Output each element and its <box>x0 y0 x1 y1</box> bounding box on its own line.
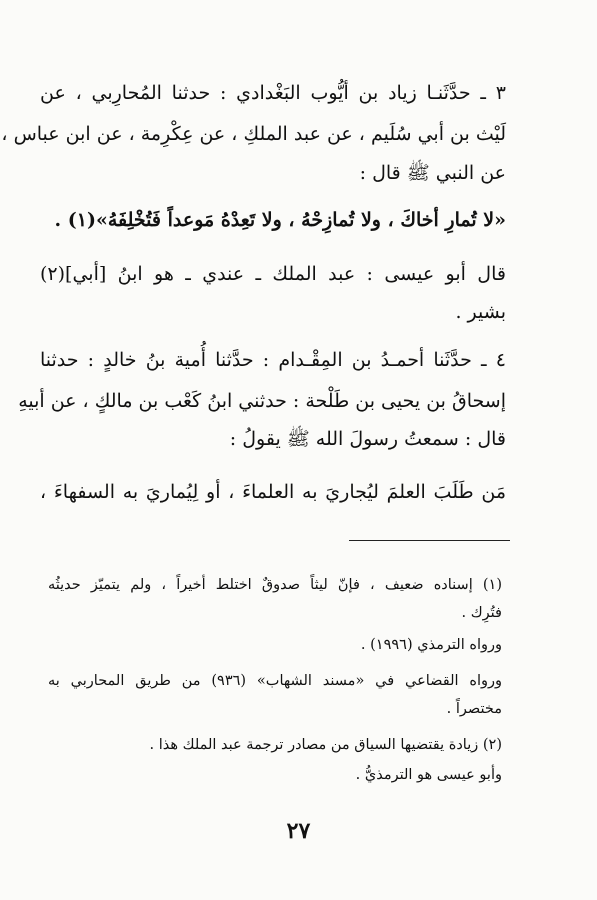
footnote-2-line-1: (٢) زيادة يقتضيها السياق من مصادر ترجمة عبد الملك هذا . <box>149 737 502 753</box>
page-number: ٢٧ <box>286 818 311 844</box>
hadith-3-isnad-line-2: لَيْث بن أبي سُلَيم ، عن عبد الملكِ ، عن عِكْرِمة ، عن ابن عباس ، <box>1 123 506 145</box>
footnote-1-qudai-line-2: مختصراً . <box>446 701 502 717</box>
hadith-4-isnad-line-2: إسحاقُ بن يحيى بن طَلْحة : حدثني ابنُ كَعْب بن مالكٍ ، عن أبيهِ <box>18 390 506 412</box>
footnote-separator <box>349 540 510 541</box>
abu-isa-comment-line-2: بشير . <box>455 301 506 323</box>
hadith-3-isnad-line-3: عن النبي ﷺ قال : <box>359 162 506 184</box>
footnote-1-line-2: فتُرِك . <box>461 605 502 621</box>
hadith-4-isnad-line-1: ٤ ـ حدَّثَنا أحمـدُ بن المِقْـدام : حدَّثنا أُمية بنُ خالدٍ : حدثنا <box>40 349 506 371</box>
hadith-4-isnad-line-3: قال : سمعتُ رسولَ الله ﷺ يقولُ : <box>229 428 506 450</box>
hadith-3-isnad-line-1: ٣ ـ حدَّثَنـا زياد بن أيُّوب البَغْدادي : حدثنا المُحارِبي ، عن <box>40 82 506 104</box>
hadith-4-text: مَن طَلَبَ العلمَ ليُجاريَ به العلماءَ ، أو لِيُماريَ به السفهاءَ ، <box>40 481 506 503</box>
footnote-1-tirmidhi: ورواه الترمذي (١٩٩٦) . <box>360 637 502 653</box>
footnote-2-line-2: وأبو عيسى هو الترمذيُّ . <box>355 767 502 783</box>
hadith-3-text: «لا تُمارِ أخاكَ ، ولا تُمازِحْهُ ، ولا تَعِدْهُ مَوعداً فَتُخْلِفَهُ»(١) . <box>54 209 506 231</box>
footnote-1-line-1: (١) إسناده ضعيف ، فإنّ ليثاً صدوقٌ اختلط أخيراً ، ولم يتميّز حديثُه <box>48 577 502 593</box>
footnote-1-qudai-line-1: ورواه القضاعي في «مسند الشهاب» (٩٣٦) من طريق المحاربي به <box>48 673 503 689</box>
abu-isa-comment-line-1: قال أبو عيسى : عبد الملك ـ عندي ـ هو ابنُ [أبي](٢) <box>40 263 506 285</box>
